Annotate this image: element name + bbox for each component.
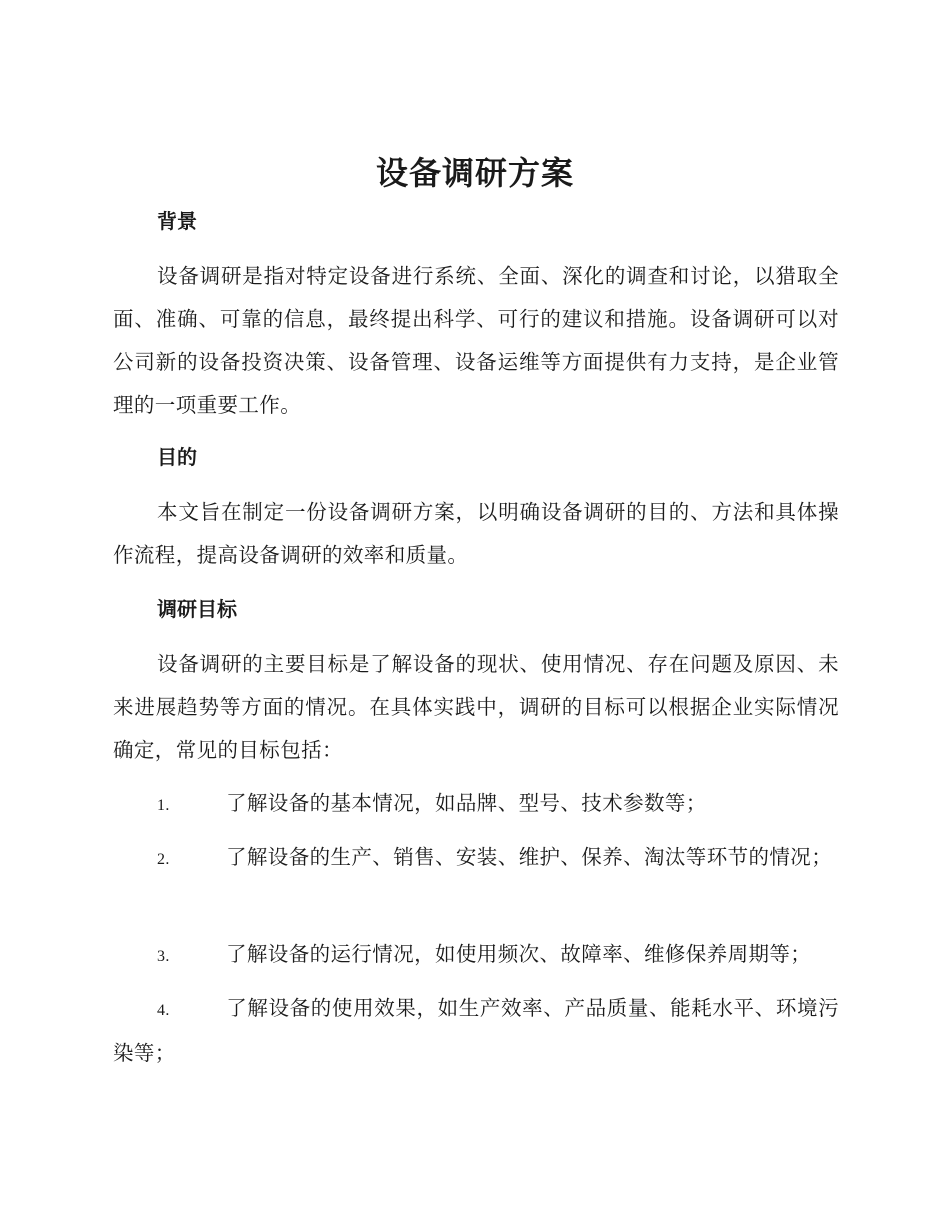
list-item xyxy=(113,987,839,1075)
list-item xyxy=(113,836,839,881)
list-item-number: 1. xyxy=(157,797,170,814)
list-item-text: 了解设备的基本情况，如品牌、型号、技术参数等； xyxy=(226,791,707,815)
list-item xyxy=(113,782,839,827)
list-item xyxy=(113,933,839,978)
section-paragraph-background: 设备调研是指对特定设备进行系统、全面、深化的调查和讨论，以猎取全面、准确、可靠的信息，最终提出科学、可行的建议和措施。设备调研可以对公司新的设备投资决策、设备管理、设备运维等方面提供有力支持，是企业管理的一项重要工作。 xyxy=(113,264,839,417)
list-item-text: 了解设备的使用效果，如生产效率、产品质量、能耗水平、环境污染等； xyxy=(113,996,839,1065)
list-item-text: 了解设备的运行情况，如使用频次、故障率、维修保养周期等； xyxy=(226,942,812,966)
section-heading-purpose: 目的 xyxy=(157,445,197,469)
section-paragraph-purpose: 本文旨在制定一份设备调研方案，以明确设备调研的目的、方法和具体操作流程，提高设备调研的效率和质量。 xyxy=(113,500,839,567)
section-heading-background: 背景 xyxy=(157,209,197,233)
list-item-number: 3. xyxy=(157,948,170,965)
list-item-text: 了解设备的生产、销售、安装、维护、保养、淘汰等环节的情况； xyxy=(226,845,833,869)
section-heading-research-goals: 调研目标 xyxy=(157,597,237,621)
list-item-number: 2. xyxy=(157,851,170,868)
list-item-number: 4. xyxy=(157,1002,170,1019)
document-title: 设备调研方案 xyxy=(375,154,574,192)
section-paragraph-research-goals: 设备调研的主要目标是了解设备的现状、使用情况、存在问题及原因、未来进展趋势等方面的情况。在具体实践中，调研的目标可以根据企业实际情况确定，常见的目标包括： xyxy=(113,652,839,762)
